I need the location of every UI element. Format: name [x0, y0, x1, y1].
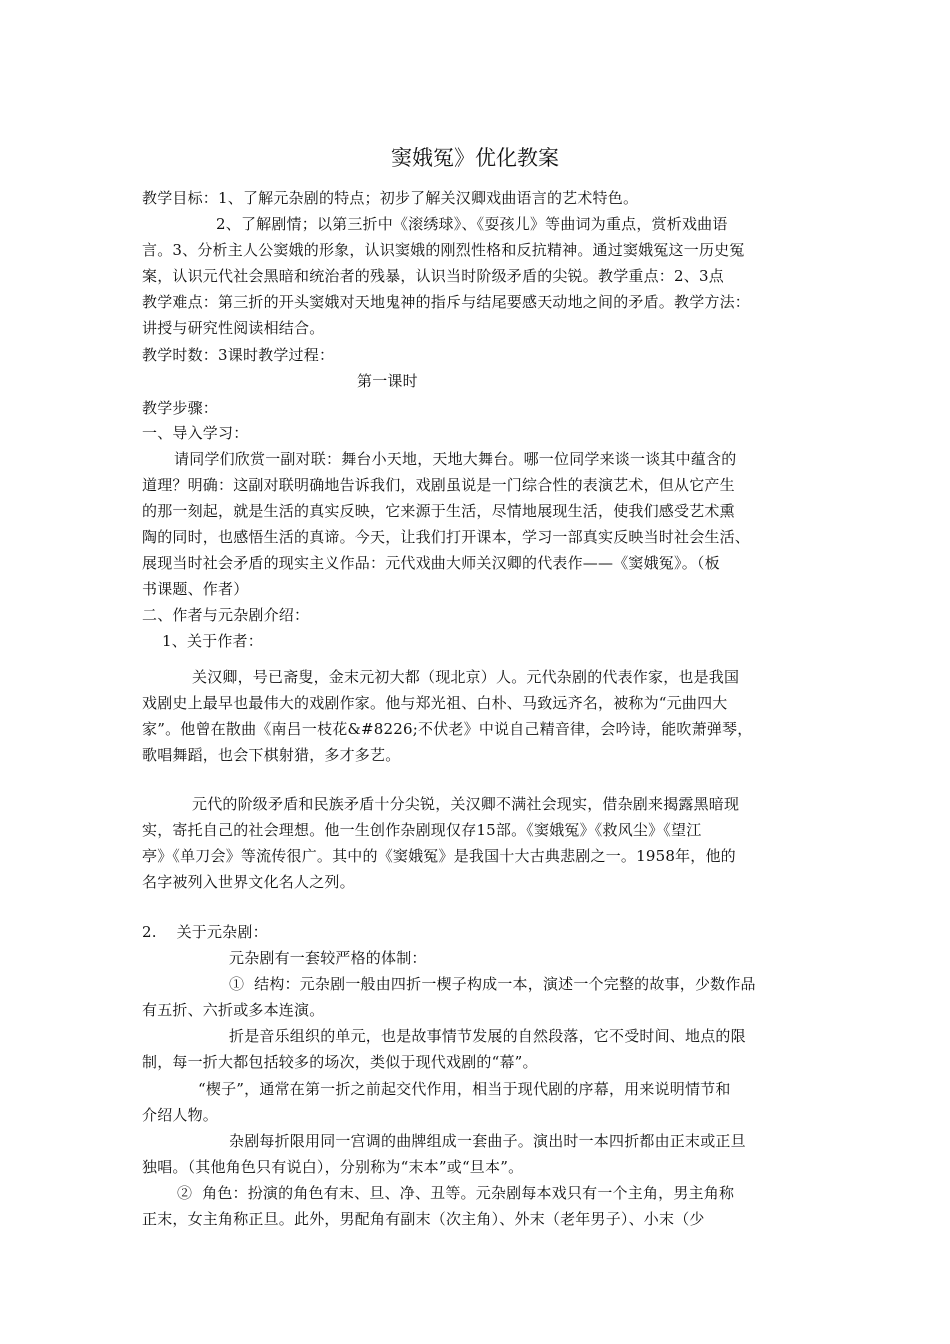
- body-line: 2. 关于元杂剧：: [142, 923, 268, 941]
- body-line: 2、了解剧情；以第三折中《滚绣球》、《耍孩儿》等曲词为重点，赏析戏曲语: [216, 215, 728, 233]
- body-line: 歌唱舞蹈，也会下棋射猎，多才多艺。: [142, 746, 401, 764]
- body-line: 的那一刻起，就是生活的真实反映，它来源于生活，尽情地展现生活，使我们感受艺术熏: [142, 502, 735, 520]
- body-line: 家”。他曾在散曲《南吕一枝花&#8226;不伏老》中说自己精音律，会吟诗，能吹萧弹琴，: [142, 720, 753, 738]
- body-line: ① 结构：元杂剧一般由四折一楔子构成一本，演述一个完整的故事，少数作品: [229, 975, 756, 993]
- body-line: 陶的同时，也感悟生活的真谛。今天，让我们打开课本，学习一部真实反映当时社会生活、: [142, 528, 751, 546]
- body-line: 正末，女主角称正旦。此外，男配角有副末（次主角）、外末（老年男子）、小末（少: [142, 1210, 705, 1228]
- body-line: 元杂剧有一套较严格的体制：: [229, 949, 427, 967]
- body-line: 戏剧史上最早也最伟大的戏剧作家。他与郑光祖、白朴、马致远齐名，被称为“元曲四大: [142, 694, 728, 712]
- body-line: 案，认识元代社会黑暗和统治者的残暴，认识当时阶级矛盾的尖锐。教学重点：2、3点: [142, 267, 724, 285]
- document-title: 窦娥冤》优化教案: [391, 146, 559, 170]
- body-line: 关汉卿，号已斋叟，金末元初大都（现北京）人。元代杂剧的代表作家，也是我国: [192, 668, 740, 686]
- body-line: 介绍人物。: [142, 1106, 219, 1124]
- body-line: 杂剧每折限用同一宫调的曲牌组成一套曲子。演出时一本四折都由正末或正旦: [229, 1132, 746, 1150]
- body-line: 书课题、作者）: [142, 580, 249, 598]
- body-line: 教学步骤：: [142, 399, 219, 417]
- body-line: 展现当时社会矛盾的现实主义作品：元代戏曲大师关汉卿的代表作——《窦娥冤》。（板: [142, 554, 720, 572]
- body-line: 讲授与研究性阅读相结合。: [142, 319, 325, 337]
- body-line: 第一课时: [357, 372, 418, 390]
- body-line: 1、关于作者：: [162, 632, 263, 650]
- body-line: 一、导入学习：: [142, 424, 249, 442]
- body-line: 教学目标：1、了解元杂剧的特点；初步了解关汉卿戏曲语言的艺术特色。: [142, 189, 639, 207]
- body-line: 制，每一折大都包括较多的场次，类似于现代戏剧的“幕”。: [142, 1053, 538, 1071]
- body-line: 二、作者与元杂剧介绍：: [142, 606, 310, 624]
- body-line: 言。3、分析主人公窦娥的形象，认识窦娥的刚烈性格和反抗精神。通过窦娥冤这一历史冤: [142, 241, 745, 259]
- body-line: 亭》《单刀会》等流传很广。其中的《窦娥冤》是我国十大古典悲剧之一。1958年，他的: [142, 847, 736, 865]
- body-line: 元代的阶级矛盾和民族矛盾十分尖锐，关汉卿不满社会现实，借杂剧来揭露黑暗现: [192, 795, 740, 813]
- body-line: ② 角色：扮演的角色有末、旦、净、丑等。元杂剧每本戏只有一个主角，男主角称: [177, 1184, 735, 1202]
- body-line: “楔子”，通常在第一折之前起交代作用，相当于现代剧的序幕，用来说明情节和: [198, 1080, 731, 1098]
- body-line: 实，寄托自己的社会理想。他一生创作杂剧现仅存15部。《窦娥冤》《救风尘》《望江: [142, 821, 702, 839]
- body-line: 独唱。（其他角色只有说白），分别称为“末本”或“旦本”。: [142, 1158, 524, 1176]
- body-line: 名字被列入世界文化名人之列。: [142, 873, 355, 891]
- body-line: 请同学们欣赏一副对联：舞台小天地，天地大舞台。哪一位同学来谈一谈其中蕴含的: [174, 450, 737, 468]
- body-line: 有五折、六折或多本连演。: [142, 1001, 325, 1019]
- body-line: 折是音乐组织的单元，也是故事情节发展的自然段落，它不受时间、地点的限: [229, 1027, 746, 1045]
- body-line: 教学时数：3课时教学过程：: [142, 346, 335, 364]
- body-line: 教学难点：第三折的开头窦娥对天地鬼神的指斥与结尾要感天动地之间的矛盾。教学方法：: [142, 293, 751, 311]
- body-line: 道理？明确：这副对联明确地告诉我们，戏剧虽说是一门综合性的表演艺术，但从它产生: [142, 476, 735, 494]
